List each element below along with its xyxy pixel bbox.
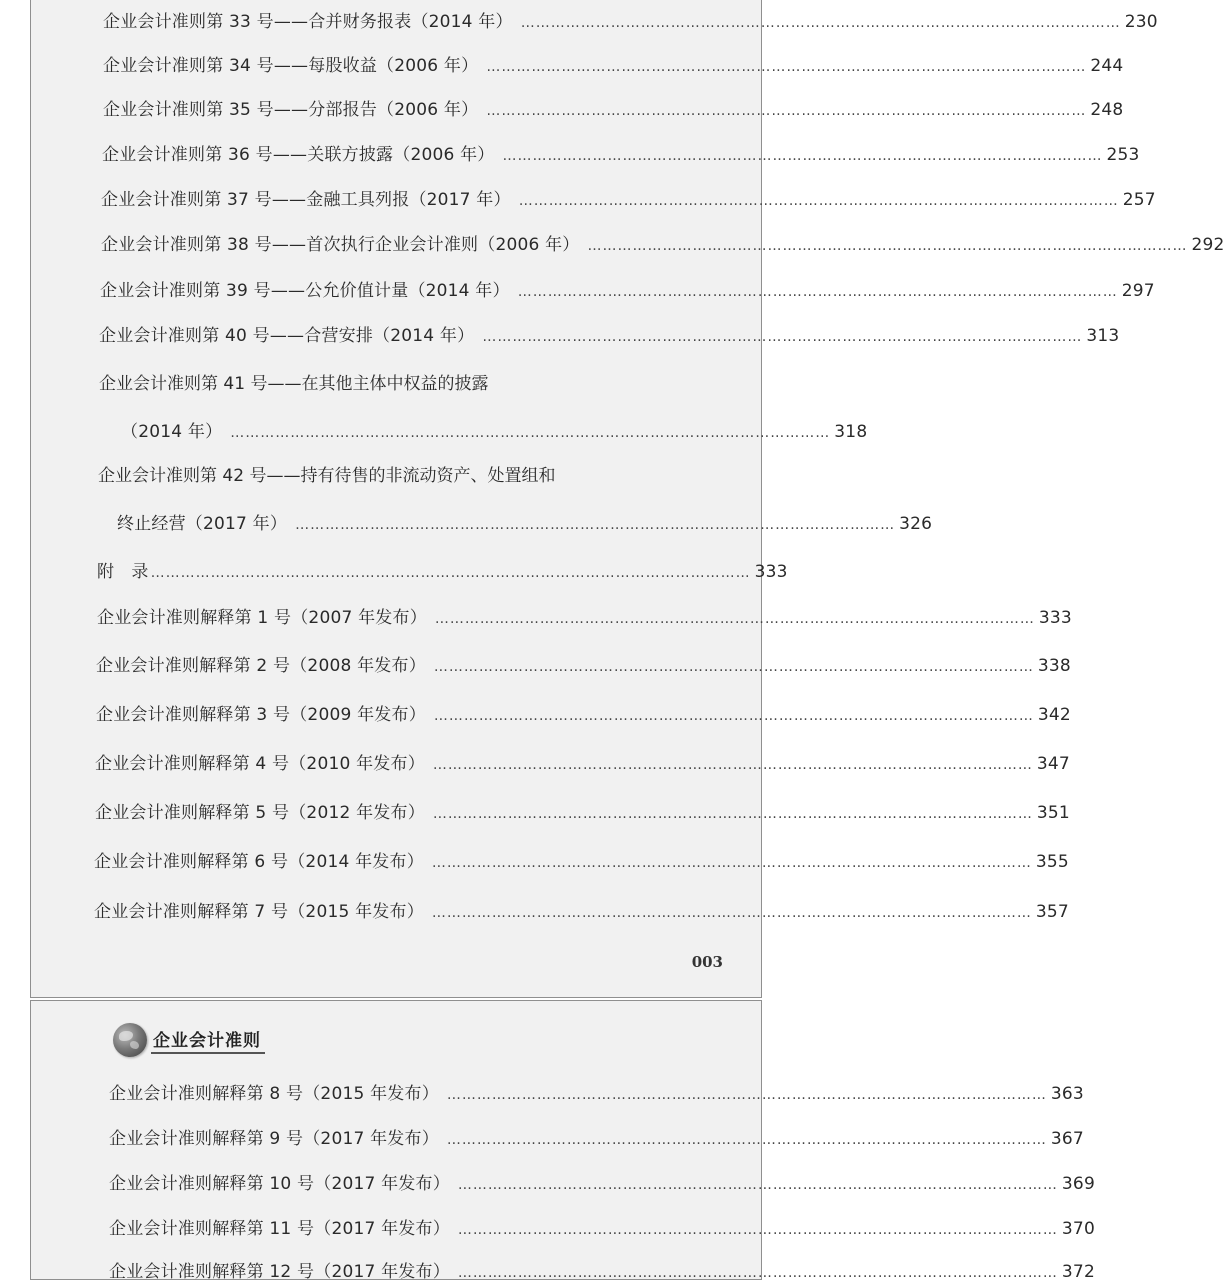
toc-entry: [121, 417, 868, 442]
toc-entry-title: 企业会计准则解释第 5 号（2012 年发布）: [95, 803, 425, 823]
toc-entry: [102, 140, 1140, 165]
leader-dots: [447, 1132, 1047, 1148]
toc-entry-title: 企业会计准则第 42 号——持有待售的非流动资产、处置组和: [98, 466, 556, 486]
toc-entry-title: 企业会计准则第 37 号——金融工具列报（2017 年）: [101, 190, 511, 210]
leader-dots: [519, 193, 1119, 209]
leader-dots: [486, 103, 1086, 119]
toc-entry: [99, 321, 1120, 346]
toc-entry: [103, 95, 1124, 120]
toc-entry: [96, 651, 1071, 676]
toc-entry: [109, 1169, 1095, 1194]
toc-appendix: [97, 557, 788, 582]
toc-entry-title: 企业会计准则解释第 8 号（2015 年发布）: [109, 1084, 439, 1104]
toc-entry-page: 369: [1061, 1174, 1095, 1194]
toc-entry-title: 企业会计准则解释第 10 号（2017 年发布）: [109, 1174, 450, 1194]
toc-entry-page: 230: [1124, 12, 1158, 32]
toc-entry-page: 318: [834, 422, 868, 442]
toc-entry-title: 企业会计准则第 39 号——公允价值计量（2014 年）: [100, 281, 510, 301]
leader-dots: [432, 855, 1032, 871]
toc-entry: [117, 509, 933, 534]
toc-entry: [103, 7, 1158, 32]
toc-entry-page: 342: [1037, 705, 1071, 725]
leader-dots: [435, 611, 1035, 627]
toc-entry-title: 企业会计准则解释第 7 号（2015 年发布）: [94, 902, 424, 922]
toc-entry: [109, 1124, 1084, 1149]
toc-entry: [95, 749, 1070, 774]
toc-entry-title: 企业会计准则第 35 号——分部报告（2006 年）: [103, 100, 479, 120]
running-head: [113, 1023, 265, 1057]
toc-entry-page: 351: [1036, 803, 1070, 823]
toc-entry: [109, 1214, 1095, 1239]
toc-entry-page: 297: [1121, 281, 1155, 301]
leader-dots: [458, 1265, 1058, 1281]
toc-entry-title: 企业会计准则解释第 2 号（2008 年发布）: [96, 656, 426, 676]
toc-entry-title: 企业会计准则第 33 号——合并财务报表（2014 年）: [103, 12, 513, 32]
toc-entry-title: 企业会计准则解释第 12 号（2017 年发布）: [109, 1262, 450, 1282]
toc-entry-title: 企业会计准则解释第 1 号（2007 年发布）: [97, 608, 427, 628]
toc-entry-title: 终止经营（2017 年）: [117, 514, 288, 534]
page-number: 003: [691, 953, 723, 971]
leader-dots: [151, 565, 751, 581]
toc-entry-page: 292: [1191, 235, 1225, 255]
toc-entry: [100, 276, 1155, 301]
leader-dots: [432, 905, 1032, 921]
book-page-top: [30, 0, 1225, 998]
leader-dots: [447, 1087, 1047, 1103]
toc-entry-title: 企业会计准则第 38 号——首次执行企业会计准则（2006 年）: [101, 235, 580, 255]
toc-entry: [94, 847, 1069, 872]
toc-entry: [103, 51, 1124, 76]
leader-dots: [521, 15, 1121, 31]
toc-entry: [109, 1079, 1084, 1104]
toc-entry-page: 248: [1090, 100, 1124, 120]
toc-entry-title: 企业会计准则解释第 3 号（2009 年发布）: [96, 705, 426, 725]
toc-entry-page: 363: [1050, 1084, 1084, 1104]
leader-dots: [458, 1177, 1058, 1193]
toc-entry-title: 企业会计准则解释第 6 号（2014 年发布）: [94, 852, 424, 872]
globe-icon: [113, 1023, 147, 1057]
toc-entry-page: 313: [1086, 326, 1120, 346]
book-page-bottom: [30, 1000, 1095, 1282]
toc-entry-page: 333: [1038, 608, 1072, 628]
toc-entry-title: 企业会计准则第 36 号——关联方披露（2006 年）: [102, 145, 495, 165]
toc-entry-title: 企业会计准则解释第 4 号（2010 年发布）: [95, 754, 425, 774]
leader-dots: [295, 517, 895, 533]
leader-dots: [433, 757, 1033, 773]
toc-entry-page: 355: [1035, 852, 1069, 872]
toc-entry: [97, 603, 1072, 628]
leader-dots: [486, 59, 1086, 75]
leader-dots: [458, 1222, 1058, 1238]
leader-dots: [482, 329, 1082, 345]
leader-dots: [230, 425, 830, 441]
toc-entry-page: 367: [1050, 1129, 1084, 1149]
toc-entry-page: 333: [754, 562, 788, 582]
toc-entry: [96, 700, 1071, 725]
toc-entry-page: 370: [1061, 1219, 1095, 1239]
toc-entry-page: 244: [1090, 56, 1124, 76]
toc-entry: [109, 1257, 1095, 1282]
leader-dots: [434, 659, 1034, 675]
toc-entry-title: 企业会计准则第 41 号——在其他主体中权益的披露: [99, 374, 489, 394]
toc-entry-title: 企业会计准则解释第 9 号（2017 年发布）: [109, 1129, 439, 1149]
leader-dots: [434, 708, 1034, 724]
toc-entry-page: 357: [1035, 902, 1069, 922]
leader-dots: [588, 238, 1188, 254]
toc-entry-page: 253: [1106, 145, 1140, 165]
leader-dots: [518, 284, 1118, 300]
toc-entry: [94, 897, 1069, 922]
toc-entry: [95, 798, 1070, 823]
toc-entry-page: 347: [1036, 754, 1070, 774]
leader-dots: [503, 148, 1103, 164]
toc-entry-page: 372: [1061, 1262, 1095, 1282]
toc-entry-page: 338: [1037, 656, 1071, 676]
toc-entry-title: 企业会计准则第 34 号——每股收益（2006 年）: [103, 56, 479, 76]
toc-entry-page: 326: [899, 514, 933, 534]
toc-entry: [101, 185, 1156, 210]
toc-entry: [101, 230, 1225, 255]
leader-dots: [433, 806, 1033, 822]
toc-entry-title: 企业会计准则解释第 11 号（2017 年发布）: [109, 1219, 450, 1239]
toc-entry-page: 257: [1122, 190, 1156, 210]
toc-entry-title: （2014 年）: [121, 422, 223, 442]
toc-entry-title: 企业会计准则第 40 号——合营安排（2014 年）: [99, 326, 475, 346]
toc-entry-title: 附 录: [97, 562, 149, 582]
running-head-title: 企业会计准则: [151, 1026, 265, 1054]
